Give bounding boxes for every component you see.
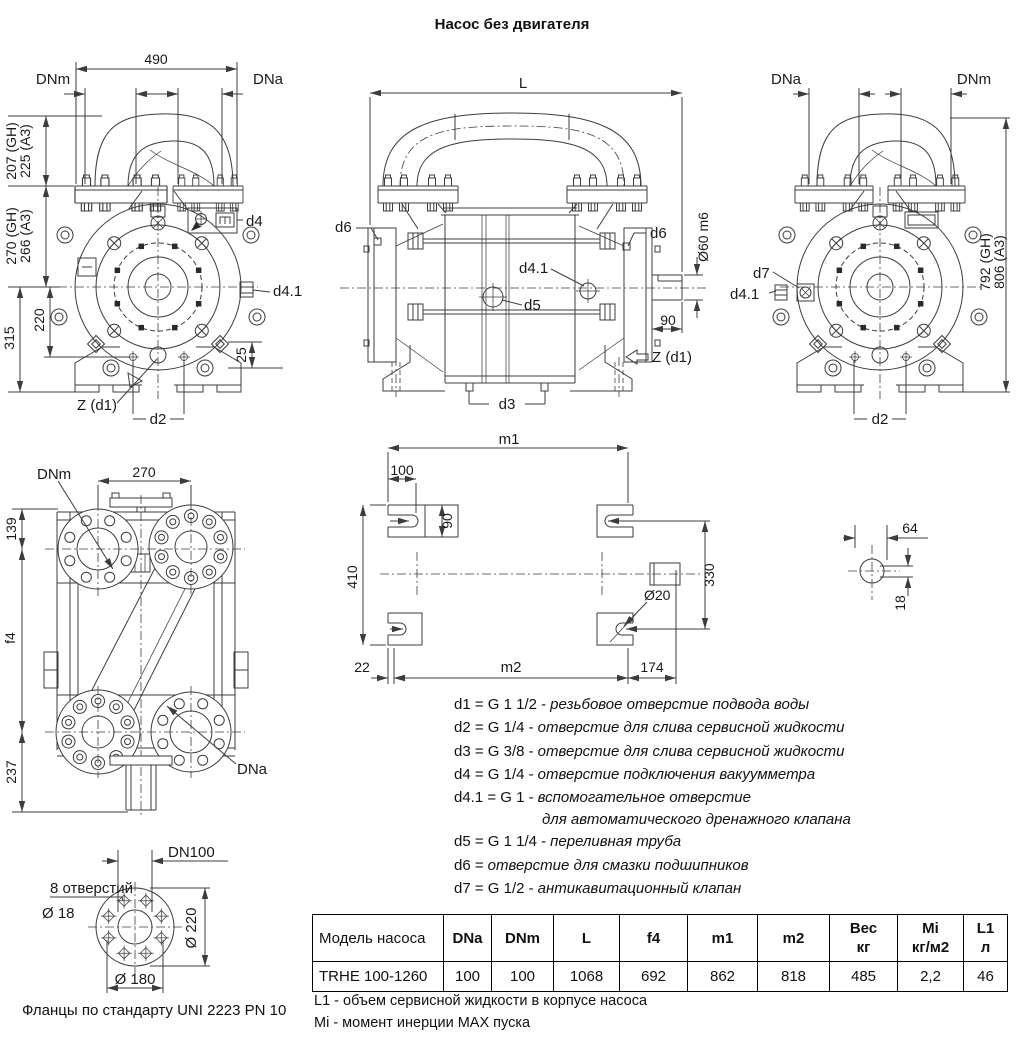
label-d2: d2 bbox=[871, 411, 889, 428]
view-front-right bbox=[730, 71, 1010, 428]
dim-m2: m2 bbox=[500, 659, 522, 676]
label-d6-left: d6 bbox=[335, 219, 352, 236]
table-cell: 818 bbox=[758, 962, 830, 992]
dim-330: 330 bbox=[701, 563, 717, 587]
legend-item bbox=[454, 693, 974, 716]
dim-f4: f4 bbox=[2, 632, 18, 644]
label-zd1: Z (d1) bbox=[652, 349, 693, 366]
legend-key: d4 = G 1/4 - bbox=[454, 765, 534, 783]
dim-174: 174 bbox=[640, 659, 664, 675]
label-d18: Ø 18 bbox=[42, 905, 75, 922]
dim-25: 25 bbox=[233, 347, 249, 363]
legend-key: d6 = bbox=[454, 856, 484, 874]
dim-L: L bbox=[518, 75, 528, 92]
label-d41: d4.1 bbox=[730, 286, 760, 303]
dim-90: 90 bbox=[439, 513, 455, 529]
view-shaft-detail bbox=[843, 520, 928, 611]
note-mi: Mi - момент инерции MAX пуска bbox=[314, 1015, 531, 1031]
legend-desc: резьбовое отверстие подвода воды bbox=[550, 696, 810, 713]
label-dna: DNa bbox=[237, 761, 268, 778]
dim-237: 237 bbox=[3, 760, 19, 784]
view-side bbox=[335, 75, 711, 413]
table-header: Модель насоса bbox=[313, 915, 444, 962]
legend-item bbox=[454, 716, 974, 739]
table-header: L bbox=[554, 915, 620, 962]
view-mounting-plan bbox=[344, 431, 717, 684]
legend-item bbox=[454, 830, 974, 853]
table-header-line1: L1 bbox=[976, 920, 995, 937]
legend-key: d1 = G 1 1/2 - bbox=[454, 696, 547, 713]
table-header-line2: л bbox=[980, 939, 991, 956]
legend-desc: отверстие для слива сервисной жидкости bbox=[537, 742, 845, 760]
dim-270gh: 270 (GH) bbox=[3, 207, 19, 265]
dim-d220: Ø 220 bbox=[183, 907, 200, 949]
legend-desc: отверстие для смазки подшипников bbox=[487, 856, 749, 874]
label-d41: d4.1 bbox=[519, 260, 549, 277]
legend-item bbox=[454, 763, 974, 786]
table-cell: 46 bbox=[964, 962, 1008, 992]
table-header-line2: кг/м2 bbox=[911, 939, 950, 956]
legend-desc: отверстие для слива сервисной жидкости bbox=[537, 719, 845, 737]
table-cell: 862 bbox=[688, 962, 758, 992]
dim-m1: m1 bbox=[498, 431, 520, 448]
table-header: m1 bbox=[688, 915, 758, 962]
legend-desc: антикавитационный клапан bbox=[537, 880, 742, 898]
label-dnm: DNm bbox=[956, 71, 992, 88]
table-cell: 100 bbox=[492, 962, 554, 992]
note-l1: L1 - объем сервисной жидкости в корпусе насоса bbox=[314, 993, 648, 1009]
view-top bbox=[2, 464, 268, 815]
dim-806a3: 806 (A3) bbox=[991, 235, 1007, 289]
legend-item bbox=[454, 877, 974, 900]
table-header: m2 bbox=[758, 915, 830, 962]
legend-key: d7 = G 1/2 - bbox=[454, 880, 534, 898]
pump-data-table bbox=[312, 914, 1008, 992]
label-d41: d4.1 bbox=[273, 283, 303, 300]
table-header bbox=[830, 915, 898, 962]
dim-d20: Ø20 bbox=[644, 587, 671, 603]
dim-64: 64 bbox=[902, 520, 918, 536]
table-row bbox=[313, 962, 1008, 992]
dim-490: 490 bbox=[144, 51, 168, 67]
label-dnm: DNm bbox=[35, 71, 71, 88]
table-header: DNm bbox=[492, 915, 554, 962]
legend-desc: отверстие подключения вакуумметра bbox=[537, 765, 816, 783]
table-header: DNa bbox=[444, 915, 492, 962]
label-8-holes: 8 отверстий bbox=[50, 880, 134, 897]
dim-207gh: 207 (GH) bbox=[3, 122, 19, 180]
label-d4: d4 bbox=[246, 213, 263, 230]
label-dna: DNa bbox=[770, 71, 802, 88]
dim-270: 270 bbox=[132, 464, 156, 480]
table-header bbox=[964, 915, 1008, 962]
legend-item-continuation: для автоматического дренажного клапана bbox=[542, 811, 851, 829]
dim-d180: Ø 180 bbox=[114, 971, 156, 988]
legend-key: d5 = G 1 1/4 - bbox=[454, 833, 547, 851]
table-header bbox=[898, 915, 964, 962]
dim-315: 315 bbox=[1, 326, 17, 350]
table-header-line1: Вес bbox=[849, 920, 878, 937]
view-front-left bbox=[1, 51, 302, 428]
dim-90: 90 bbox=[660, 312, 676, 328]
table-header-row bbox=[313, 915, 1008, 962]
flange-standard-note: Фланцы по стандарту UNI 2223 PN 10 bbox=[22, 1002, 287, 1019]
label-d3: d3 bbox=[498, 396, 516, 413]
dim-792gh: 792 (GH) bbox=[977, 233, 993, 291]
label-zd1: Z (d1) bbox=[77, 397, 118, 414]
dim-139: 139 bbox=[3, 517, 19, 541]
table-cell: 485 bbox=[830, 962, 898, 992]
table-cell: 100 bbox=[444, 962, 492, 992]
legend-key: d4.1 = G 1 - bbox=[454, 789, 534, 807]
label-d6-right: d6 bbox=[650, 225, 667, 242]
page-title: Насос без двигателя bbox=[434, 16, 590, 33]
label-d2: d2 bbox=[149, 411, 167, 428]
dim-100: 100 bbox=[390, 462, 414, 478]
view-flange-detail bbox=[42, 844, 228, 993]
legend-item bbox=[454, 740, 974, 763]
legend bbox=[454, 693, 974, 900]
dim-266a3: 266 (A3) bbox=[17, 209, 33, 263]
legend-key: d3 = G 3/8 - bbox=[454, 742, 534, 760]
dim-22: 22 bbox=[354, 659, 370, 675]
label-d7: d7 bbox=[753, 265, 770, 282]
table-cell: 1068 bbox=[554, 962, 620, 992]
legend-item bbox=[454, 786, 974, 809]
dim-220: 220 bbox=[31, 308, 47, 332]
table-cell: 692 bbox=[620, 962, 688, 992]
table-cell: 2,2 bbox=[898, 962, 964, 992]
table-cell-model: TRHE 100-1260 bbox=[313, 962, 444, 992]
table-notes bbox=[314, 990, 647, 1034]
dim-18: 18 bbox=[892, 595, 908, 611]
label-dn100: DN100 bbox=[168, 844, 215, 861]
legend-item bbox=[454, 854, 974, 877]
label-dna: DNa bbox=[252, 71, 284, 88]
dim-225a3: 225 (A3) bbox=[17, 124, 33, 178]
legend-desc: вспомогательное отверстие bbox=[537, 789, 751, 807]
label-d5: d5 bbox=[524, 297, 541, 314]
table-header: f4 bbox=[620, 915, 688, 962]
dim-shaft-dia: Ø60 m6 bbox=[695, 212, 711, 262]
label-dnm: DNm bbox=[37, 466, 72, 483]
legend-desc: переливная труба bbox=[550, 833, 682, 851]
table-header-line2: кг bbox=[856, 939, 871, 956]
dim-410: 410 bbox=[344, 565, 360, 589]
table-header-line1: Mi bbox=[922, 920, 939, 937]
legend-key: d2 = G 1/4 - bbox=[454, 719, 534, 737]
